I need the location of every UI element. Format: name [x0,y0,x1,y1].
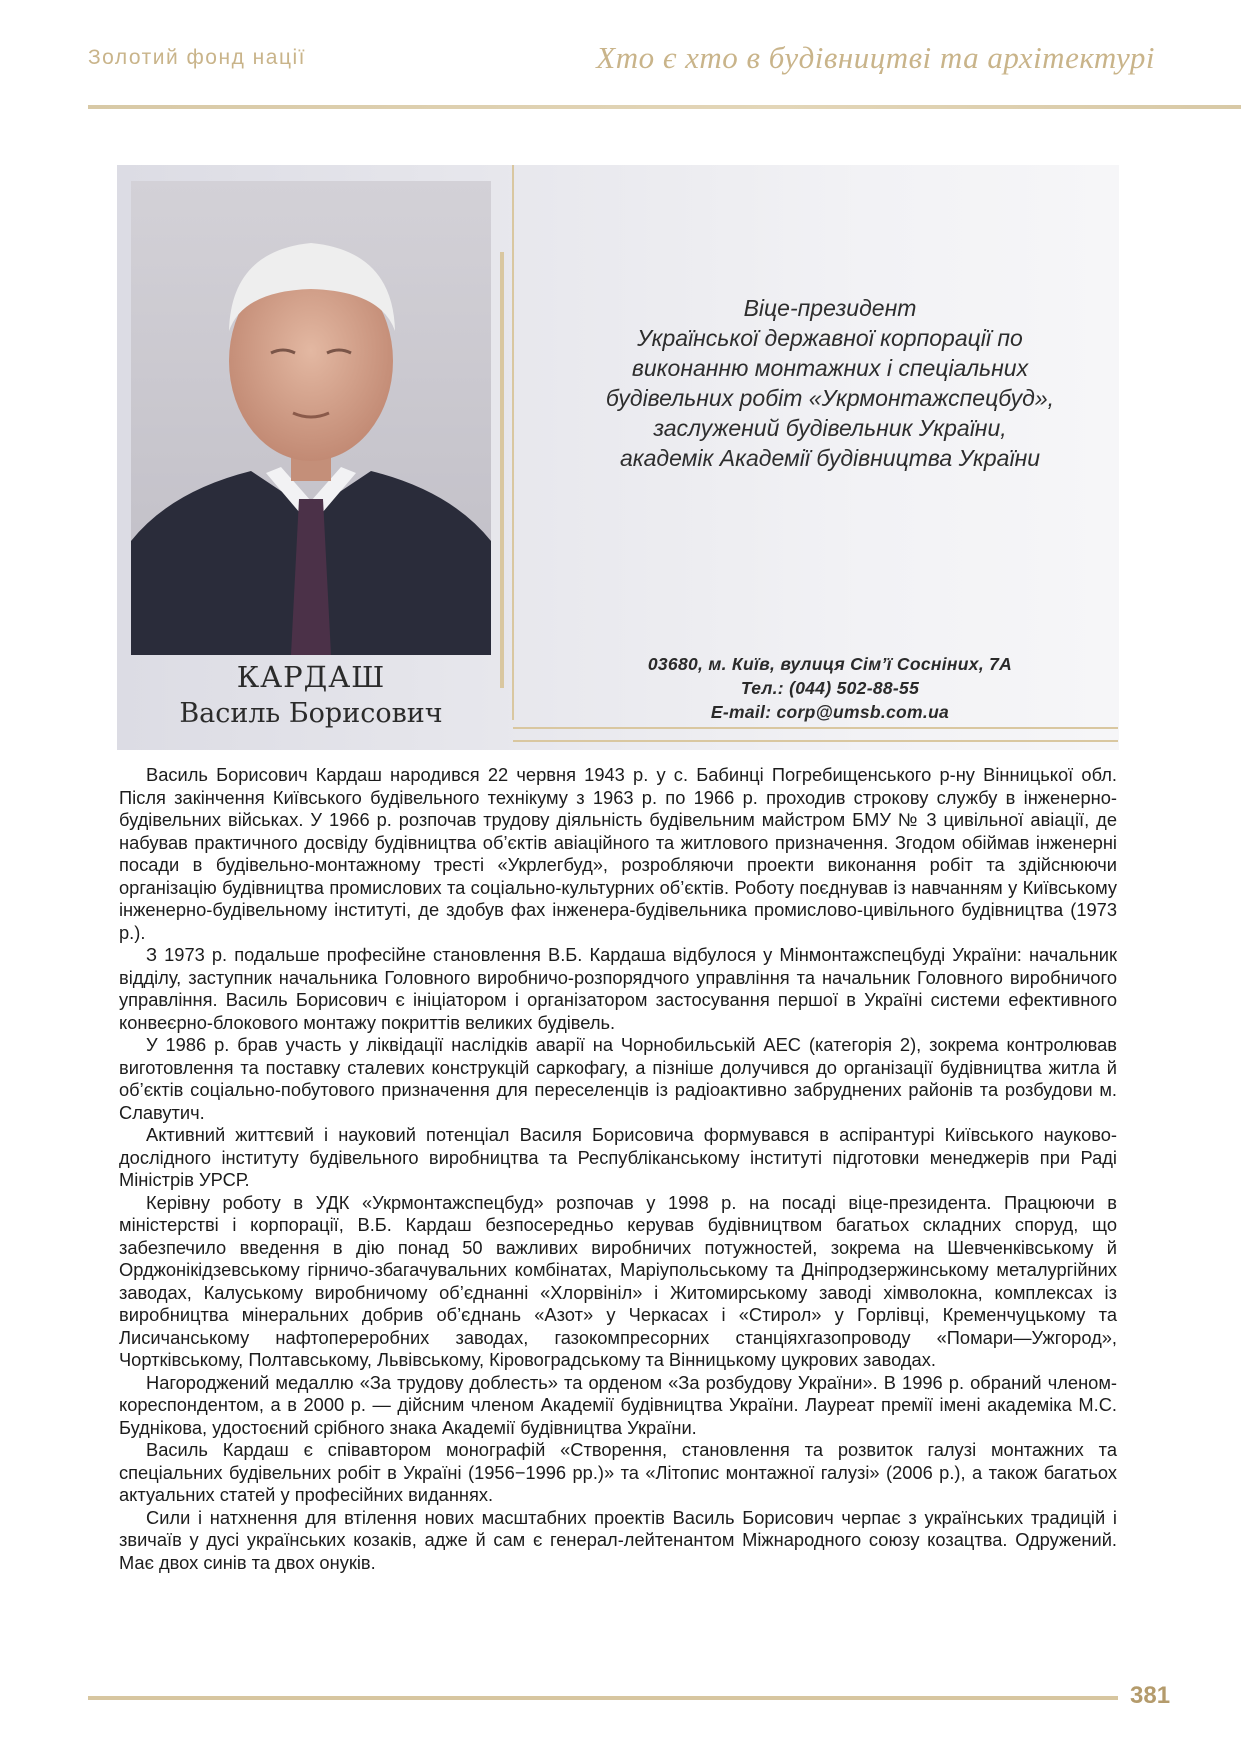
contact-email[interactable]: E-mail: corp@umsb.com.ua [710,702,950,722]
biography-paragraph: Сили і натхнення для втілення нових масштабних проектів Василь Борисович черпає з українських традицій і звичаїв у дусі українських козаків, адже й сам є генерал-лейтенантом Міжнародного союзу козацтва. Одружений. Має двох синів та двох онуків. [119,1506,1117,1573]
contact-phone: Тел.: (044) 502-88-55 [740,678,920,698]
decorative-vertical-line [512,165,514,720]
position-line: академік Академії будівництва України [619,445,1041,471]
biography-paragraph: Нагороджений медаллю «За трудову доблесть» та орденом «За розбудову України». В 1996 р. обраний членом-кореспондентом, а в 2000 р. — дійсним членом Академії будівництва України. Лауреат премії імені академіка М.С. Буднікова, удостоєний срібного знака Академії будівництва України. [119,1371,1117,1438]
biography-paragraph: Активний життєвий і науковий потенціал Василя Борисовича формувався в аспірантурі Київського науково-дослідного інституту будівельного виробництва та Республіканському інституті підготовки менеджерів при Раді Міністрів УРСР. [119,1124,1117,1190]
contact-block [560,652,1100,724]
position-line: заслужений будівельник України, [653,415,1007,441]
biography-paragraph: У 1986 р. брав участь у ліквідації наслідків аварії на Чорнобильській АЕС (категорія 2), зокрема контролював виготовлення та поставку сталевих конструкцій саркофагу, а пізніше долучився до організації будівництва житла й об’єктів соціально-побутового призначення для переселенців із радіоактивно забруднених районів та розбудови м. Славутич. [119,1034,1117,1123]
position-line: будівельних робіт «Укрмонтажспецбуд», [605,385,1055,411]
biography-paragraph: Керівну роботу в УДК «Укрмонтажспецбуд» розпочав у 1998 р. на посаді віце-президента. Працюючи в міністерстві і корпорації, В.Б. Кардаш безпосередньо керував будівництвом багатьох складних споруд, що забезпечило введення в дію понад 50 важливих виробничих потужностей, зокрема на Шевченківському й Орджонікідзевському гірничо-збагачувальних комбінатах, Маріупольському та Дніпродзержинському металургійних заводах, Калуському виробничому об’єднанні «Хлорвініл» і Житомирському заводі хімволокна, комплексах із виробництва мінеральних добрив об’єднань «Азот» у Черкасах і «Стирол» у Горлівці, Кременчуцькому та Лисичанському нафтопереробних заводах, газокомпресорних станціяхгазопроводу «Помари—Ужгород», Чортківському, Полтавському, Львівському, Кіровоградському та Вінницькому цукрових заводах. [119,1191,1117,1370]
contact-address: 03680, м. Київ, вулиця Сім’ї Сосніних, 7А [647,654,1013,674]
position-line: Віце-президент [743,295,917,321]
position-title [560,293,1100,473]
biography-paragraph: Василь Кардаш є співавтором монографій «Створення, становлення та розвиток галузі монтажних та спеціальних будівельних робіт в Україні (1956−1996 рр.)» та «Літопис монтажної галузі» (2006 р.), а також багатьох актуальних статей у професійних виданнях. [119,1439,1117,1505]
decorative-horizontal-line [513,740,1118,742]
header-divider [88,105,1241,109]
biography-paragraph: З 1973 р. подальше професійне становлення В.Б. Кардаша відбулося у Мінмонтажспецбуді України: начальник відділу, заступник начальника Головного виробничо-розпорядчого управління та начальник Головного виробничого управління. Василь Борисович є ініціатором і організатором застосування першої в Україні системи ефективного конвеєрно-блокового монтажу покриттів великих будівель. [119,944,1117,1033]
biography-text [119,764,1117,1574]
header-right-title: Хто є хто в будівництві та архітектурі [596,40,1155,75]
portrait-photo [131,181,491,655]
person-given-names: Василь Борисович [179,698,443,729]
position-line: Української державної корпорації по [637,325,1023,351]
decorative-vertical-bar [500,252,504,688]
header-left-title: Золотий фонд нації [88,46,306,69]
person-surname: КАРДАШ [236,660,386,694]
position-line: виконанню монтажних і спеціальних [631,355,1029,381]
footer-divider [88,1696,1118,1700]
biography-paragraph: Василь Борисович Кардаш народився 22 червня 1943 р. у с. Бабинці Погребищенського р-ну Вінницької обл. Після закінчення Київського будівельного технікуму з 1963 р. по 1966 р. проходив строкову службу в інженерно-будівельних військах. У 1966 р. розпочав трудову діяльність будівельним майстром БМУ № 3 цивільної авіації, де набував практичного досвіду будівництва об’єктів авіаційного та житлового призначення. Згодом обіймав інженерні посади в будівельно-монтажному тресті «Укрлегбуд», розробляючи проекти виконання робіт та здійснюючи організацію будівництва промислових та соціально-культурних об’єктів. Роботу поєднував із навчанням у Київському інженерно-будівельному інституті, де здобув фах інженера-будівельника промислово-цивільного будівництва (1973 р.). [119,764,1117,943]
page-number: 381 [1130,1682,1171,1709]
decorative-horizontal-line [513,727,1118,729]
